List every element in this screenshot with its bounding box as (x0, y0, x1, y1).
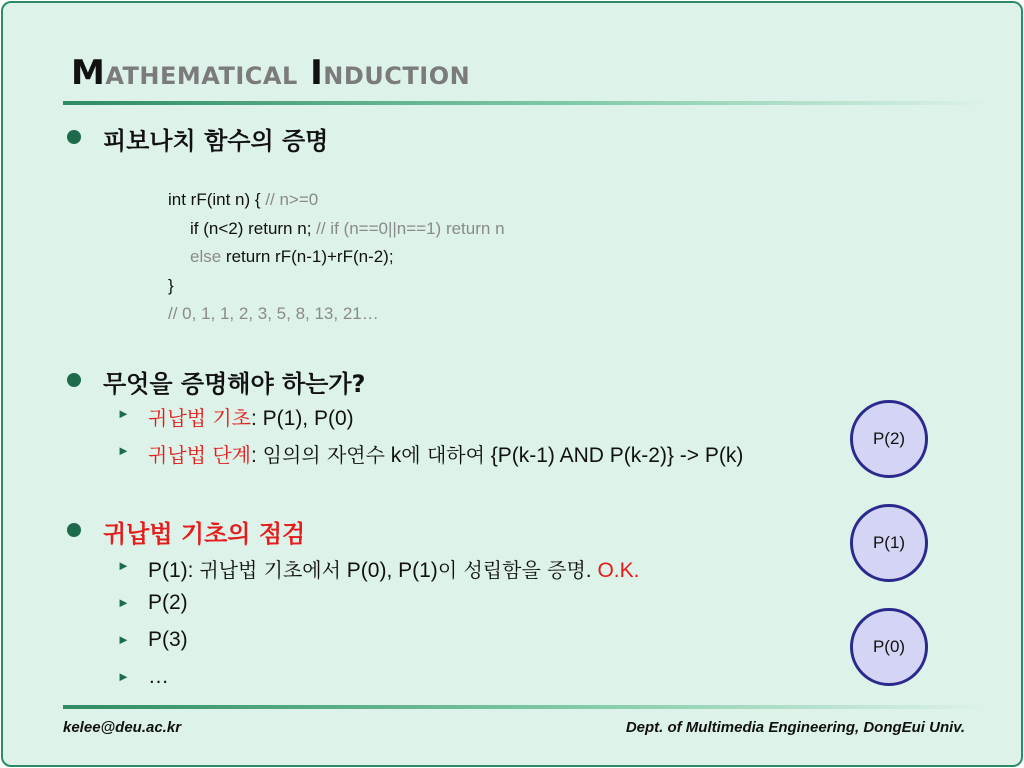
sub-bullet-arrow: ► (117, 632, 130, 647)
item-induction-step: 귀납법 단계: 임의의 자연수 k에 대하여 {P(k-1) AND P(k-2)} -> P(k) (148, 443, 744, 467)
section-heading-fibonacci: 피보나치 함수의 증명 (103, 127, 329, 155)
bullet-dot-3 (67, 523, 81, 537)
circle-p2: P(2) (850, 400, 928, 478)
title-word-athematical: athematical (105, 53, 298, 93)
bullet-dot-2 (67, 373, 81, 387)
sub-bullet-arrow: ► (117, 558, 130, 573)
sub-bullet-arrow: ► (117, 443, 130, 458)
code-block (168, 186, 505, 329)
slide (1, 1, 1023, 767)
sub-bullet-arrow: ► (117, 406, 130, 421)
section-heading-what-to-prove: 무엇을 증명해야 하는가? (103, 370, 366, 398)
footer-divider (63, 705, 988, 709)
title-initial-i: I (310, 53, 324, 93)
title-initial-m: M (71, 53, 106, 93)
circle-p0: P(0) (850, 608, 928, 686)
item-p1: P(1): 귀납법 기초에서 P(0), P(1)이 성립함을 증명. O.K. (148, 558, 640, 582)
code-line-2: if (n<2) return n; // if (n==0||n==1) return n (190, 218, 505, 238)
item-p2: P(2) (148, 591, 188, 614)
code-line-3: else return rF(n-1)+rF(n-2); (190, 247, 394, 266)
code-line-1: int rF(int n) { // n>=0 (168, 190, 319, 209)
item-p3: P(3) (148, 628, 188, 651)
sub-bullet-arrow: ► (117, 669, 130, 684)
item-ellipsis: … (148, 665, 169, 688)
code-line-5: // 0, 1, 1, 2, 3, 5, 8, 13, 21… (168, 304, 379, 323)
footer-affiliation: Dept. of Multimedia Engineering, DongEui Univ. (625, 719, 965, 736)
sub-bullet-arrow: ► (117, 595, 130, 610)
title-word-nduction: nduction (323, 53, 471, 93)
bullet-dot-1 (67, 130, 81, 144)
code-line-4: } (168, 275, 174, 295)
item-induction-basis: 귀납법 기초: P(1), P(0) (148, 406, 354, 430)
title-divider (63, 101, 988, 105)
section-heading-basis-check: 귀납법 기초의 점검 (103, 520, 306, 548)
footer-email: kelee@deu.ac.kr (63, 719, 182, 736)
circle-p1: P(1) (850, 504, 928, 582)
slide-title (71, 53, 470, 93)
